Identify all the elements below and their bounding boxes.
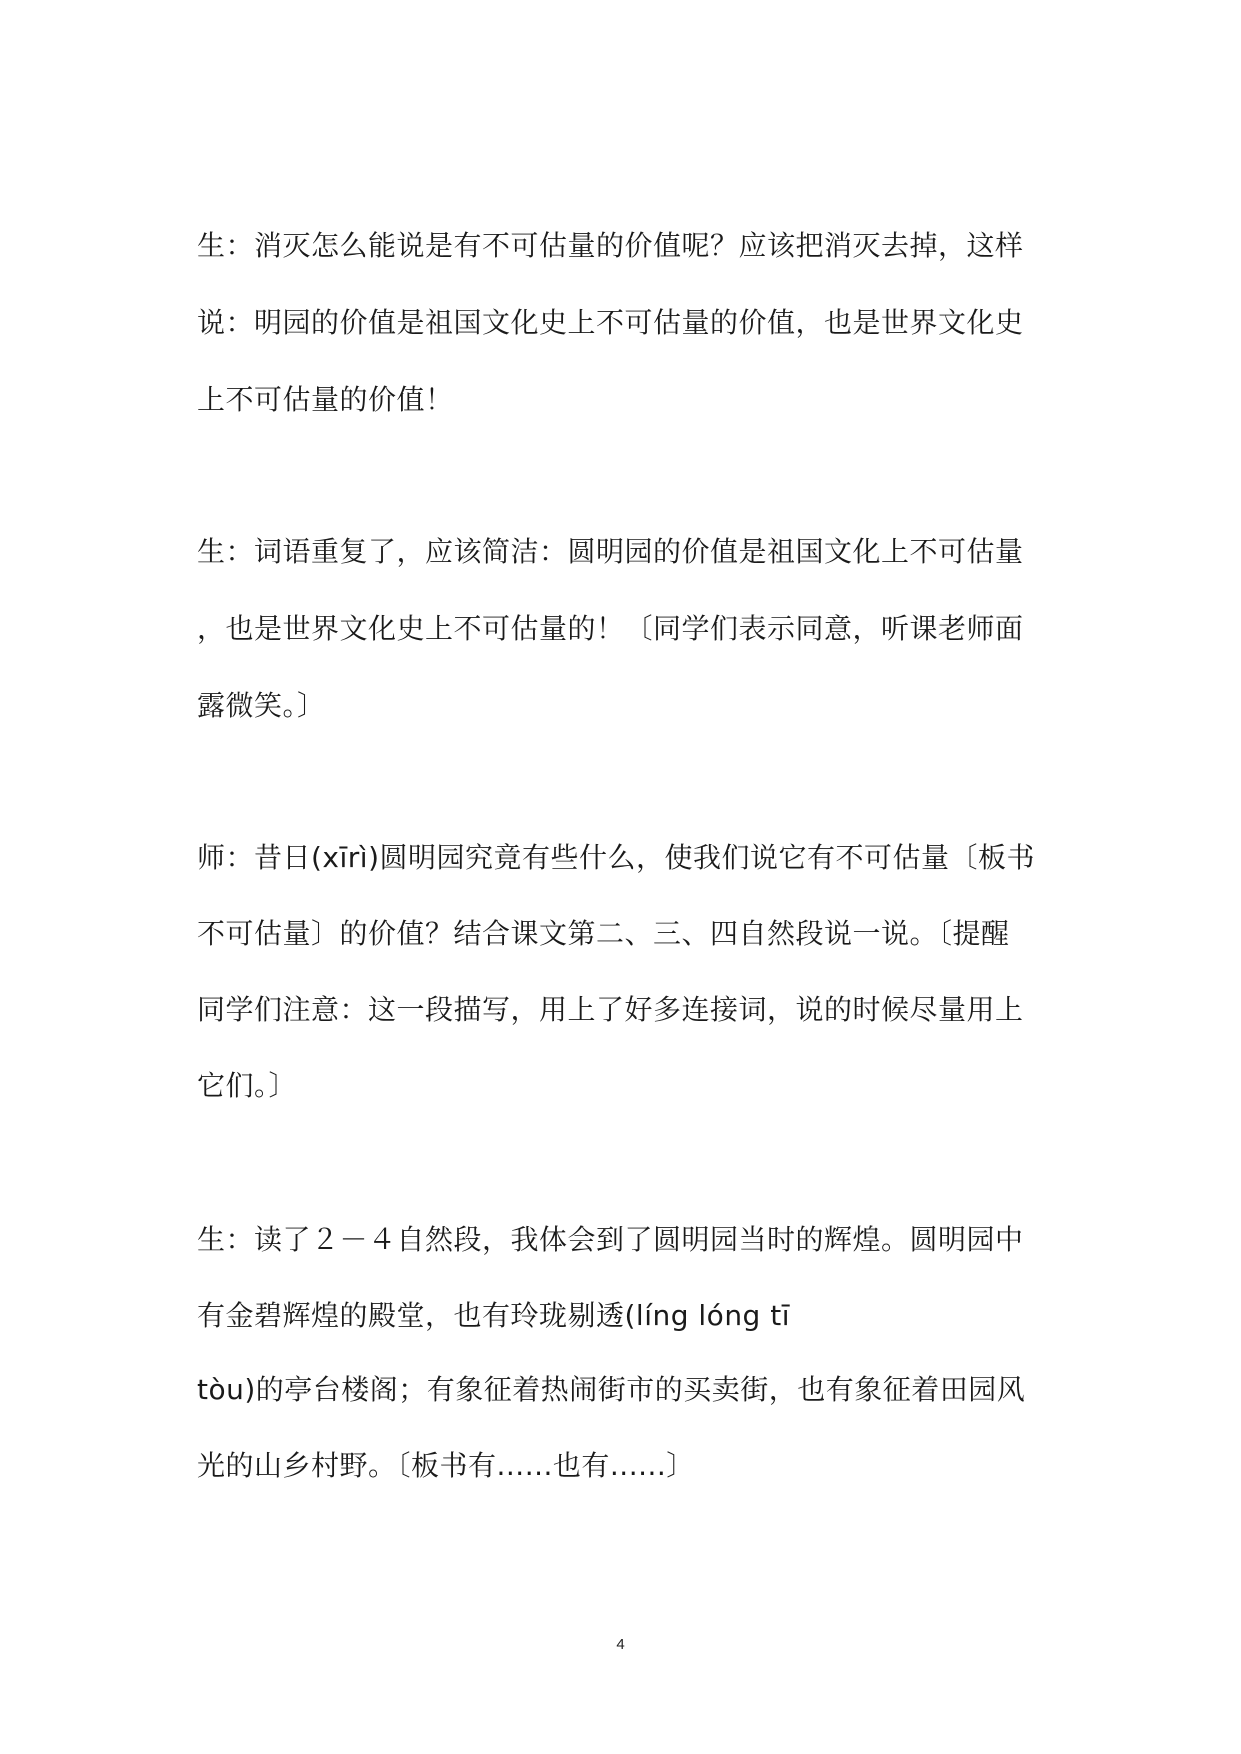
paragraph-4-line-4: 光的山乡村野。〔板书有......也有......〕 (197, 1449, 695, 1482)
paragraph-2-line-1: 生：词语重复了，应该简洁：圆明园的价值是祖国文化上不可估量 (197, 535, 1024, 568)
paragraph-4-line-2: 有金碧辉煌的殿堂，也有玲珑剔透(líng lóng tī (197, 1299, 790, 1332)
paragraph-1-line-2: 说：明园的价值是祖国文化史上不可估量的价值，也是世界文化史 (197, 306, 1024, 339)
paragraph-4-line-3: tòu)的亭台楼阁；有象征着热闹街市的买卖街，也有象征着田园风 (197, 1373, 1026, 1406)
paragraph-1-line-1: 生：消灭怎么能说是有不可估量的价值呢？应该把消灭去掉，这样 (197, 229, 1024, 262)
paragraph-3-line-3: 同学们注意：这一段描写，用上了好多连接词，说的时候尽量用上 (197, 993, 1024, 1026)
paragraph-1-line-3: 上不可估量的价值！ (197, 383, 454, 416)
page-number: 4 (616, 1636, 625, 1653)
paragraph-3-line-2: 不可估量〕的价值？结合课文第二、三、四自然段说一说。〔提醒 (197, 917, 1010, 950)
paragraph-2-line-3: 露微笑。〕 (197, 689, 326, 722)
paragraph-2-line-2: ，也是世界文化史上不可估量的！〔同学们表示同意，听课老师面 (197, 612, 1024, 645)
paragraph-4-line-1: 生：读了２－４自然段，我体会到了圆明园当时的辉煌。圆明园中 (197, 1223, 1024, 1256)
paragraph-3-line-4: 它们。〕 (197, 1069, 298, 1102)
paragraph-3-line-1: 师：昔日(xīrì)圆明园究竟有些什么，使我们说它有不可估量〔板书 (197, 841, 1035, 874)
